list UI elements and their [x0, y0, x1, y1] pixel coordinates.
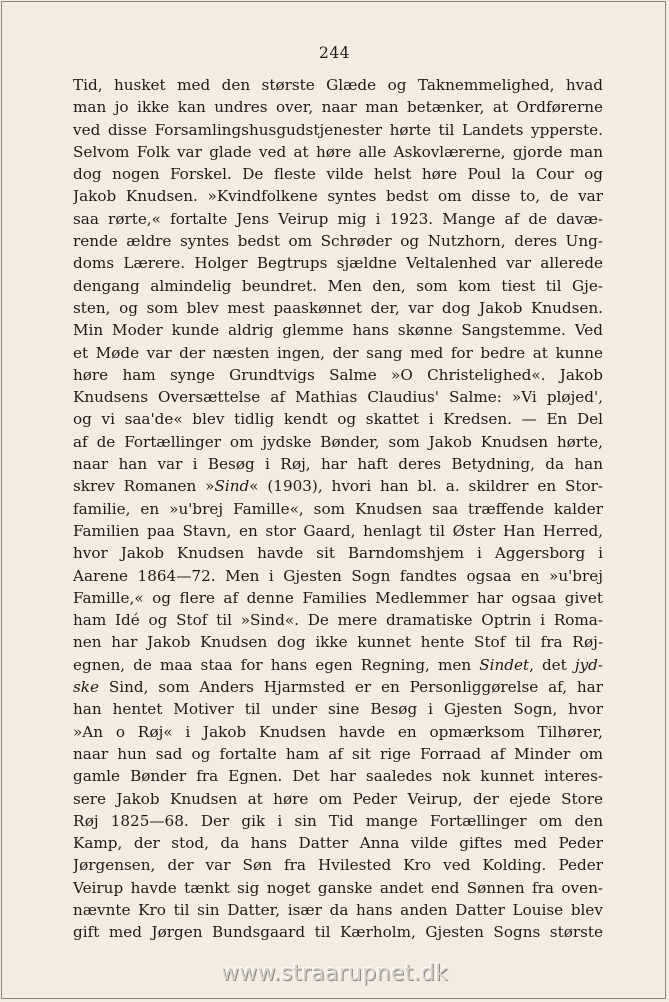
text-line [73, 119, 603, 141]
italic-text: jyd- [574, 655, 603, 674]
text-segment: man jo ikke kan undres over, naar man betænker, at Ordførerne [73, 98, 603, 117]
watermark: www.straarupnet.dk [220, 961, 449, 986]
text-line [73, 788, 603, 810]
text-segment: Aarene 1864—72. Men i Gjesten Sogn fandtes ogsaa en »u'brej [73, 566, 603, 585]
text-line [73, 542, 603, 564]
text-line [73, 364, 603, 386]
text-segment: « (1903), hvori han bl. a. skildrer en Stor- [249, 477, 603, 496]
text-line [73, 565, 603, 587]
text-line [73, 297, 603, 319]
text-line [73, 185, 603, 207]
text-line [73, 431, 603, 453]
text-line [73, 609, 603, 631]
text-segment: og vi saa'de« blev tidlig kendt og skattet i Kredsen. — En Del [73, 410, 603, 429]
italic-text: Sind [214, 477, 250, 496]
text-line [73, 342, 603, 364]
italic-text: ske [73, 678, 99, 697]
text-segment: doms Lærere. Holger Begtrups sjældne Veltalenhed var allerede [73, 254, 603, 273]
text-line [73, 832, 603, 854]
text-segment: et Møde var der næsten ingen, der sang med for bedre at kunne [73, 343, 603, 362]
text-line [73, 810, 603, 832]
text-line [73, 275, 603, 297]
text-line [73, 498, 603, 520]
text-line [73, 319, 603, 341]
text-line [73, 721, 603, 743]
text-segment: dengang almindelig beundret. Men den, som kom tiest til Gje- [73, 276, 603, 295]
text-segment: skrev Romanen » [73, 477, 215, 496]
text-line [73, 520, 603, 542]
italic-text: Sindet [479, 655, 530, 674]
text-line [73, 408, 603, 430]
text-segment: Selvom Folk var glade ved at høre alle Askovlærerne, gjorde man [73, 142, 603, 161]
text-line [73, 208, 603, 230]
text-line [73, 899, 603, 921]
text-line [73, 765, 603, 787]
text-line [73, 743, 603, 765]
text-segment: af de Fortællinger om jydske Bønder, som Jakob Knudsen hørte, [73, 432, 603, 451]
text-line [73, 163, 603, 185]
text-segment: hvor Jakob Knudsen havde sit Barndomshjem i Aggersborg i [73, 544, 603, 563]
text-line [73, 386, 603, 408]
text-segment: nen har Jakob Knudsen dog ikke kunnet hente Stof til fra Røj- [73, 633, 603, 652]
text-line [73, 96, 603, 118]
text-segment: Tid, husket med den største Glæde og Taknemmelighed, hvad [73, 76, 603, 94]
text-line [73, 475, 603, 497]
text-line [73, 921, 603, 943]
text-segment: , det [529, 655, 575, 674]
text-segment: Kamp, der stod, da hans Datter Anna vilde giftes med Peder [73, 834, 603, 853]
text-segment: naar han var i Besøg i Røj, har haft deres Betydning, da han [73, 455, 603, 474]
text-segment: sere Jakob Knudsen at høre om Peder Veirup, der ejede Store [73, 789, 603, 808]
text-segment: Knudsens Oversættelse af Mathias Claudius' Salme: »Vi pløjed', [73, 388, 603, 407]
text-segment: ved disse Forsamlingshusgudstjenester hørte til Landets ypperste. [73, 120, 603, 139]
text-segment: Veirup havde tænkt sig noget ganske andet end Sønnen fra oven- [73, 878, 603, 897]
text-segment: gift med Jørgen Bundsgaard til Kærholm, Gjesten Sogns største [73, 923, 603, 942]
text-line [73, 587, 603, 609]
text-line [73, 230, 603, 252]
text-segment: Sind, som Anders Hjarmsted er en Personliggørelse af, har [99, 678, 603, 697]
text-segment: Familien paa Stavn, en stor Gaard, henlagt til Øster Han Herred, [73, 521, 603, 540]
page-number: 244 [318, 44, 351, 62]
text-segment: Famille,« og flere af denne Families Medlemmer har ogsaa givet [73, 588, 603, 607]
text-segment: gamle Bønder fra Egnen. Det har saaledes nok kunnet interes- [73, 767, 603, 786]
text-line [73, 252, 603, 274]
text-segment: Jørgensen, der var Søn fra Hvilested Kro ved Kolding. Peder [73, 856, 603, 875]
text-segment: familie, en »u'brej Famille«, som Knudsen saa træffende kalder [73, 499, 603, 518]
text-segment: sten, og som blev mest paaskønnet der, var dog Jakob Knudsen. [73, 298, 603, 317]
text-line [73, 854, 603, 876]
text-segment: nævnte Kro til sin Datter, især da hans anden Datter Louise blev [73, 900, 603, 919]
text-segment: Min Moder kunde aldrig glemme hans skønne Sangstemme. Ved [73, 321, 603, 340]
text-segment: han hentet Motiver til under sine Besøg i Gjesten Sogn, hvor [73, 700, 603, 719]
text-line [73, 877, 603, 899]
text-segment: Røj 1825—68. Der gik i sin Tid mange Fortællinger om den [73, 811, 603, 830]
text-segment: Jakob Knudsen. »Kvindfolkene syntes bedst om disse to, de var [73, 187, 603, 206]
text-segment: dog nogen Forskel. De fleste vilde helst høre Poul la Cour og [73, 165, 603, 184]
text-line [73, 74, 603, 96]
text-segment: ham Idé og Stof til »Sind«. De mere dramatiske Optrin i Roma- [73, 611, 603, 630]
text-line [73, 141, 603, 163]
text-line [73, 654, 603, 676]
text-segment: saa rørte,« fortalte Jens Veirup mig i 1923. Mange af de davæ- [73, 209, 603, 228]
text-segment: naar hun sad og fortalte ham af sit rige Forraad af Minder om [73, 744, 603, 763]
text-segment: høre ham synge Grundtvigs Salme »O Christelighed«. Jakob [73, 365, 603, 384]
text-line [73, 676, 603, 698]
body-text [73, 74, 603, 944]
text-line [73, 631, 603, 653]
text-segment: rende ældre syntes bedst om Schrøder og Nutzhorn, deres Ung- [73, 232, 603, 251]
text-segment: egnen, de maa staa for hans egen Regning, men [73, 655, 480, 674]
text-line [73, 698, 603, 720]
text-line [73, 453, 603, 475]
text-segment: »An o Røj« i Jakob Knudsen havde en opmærksom Tilhører, [73, 722, 603, 741]
